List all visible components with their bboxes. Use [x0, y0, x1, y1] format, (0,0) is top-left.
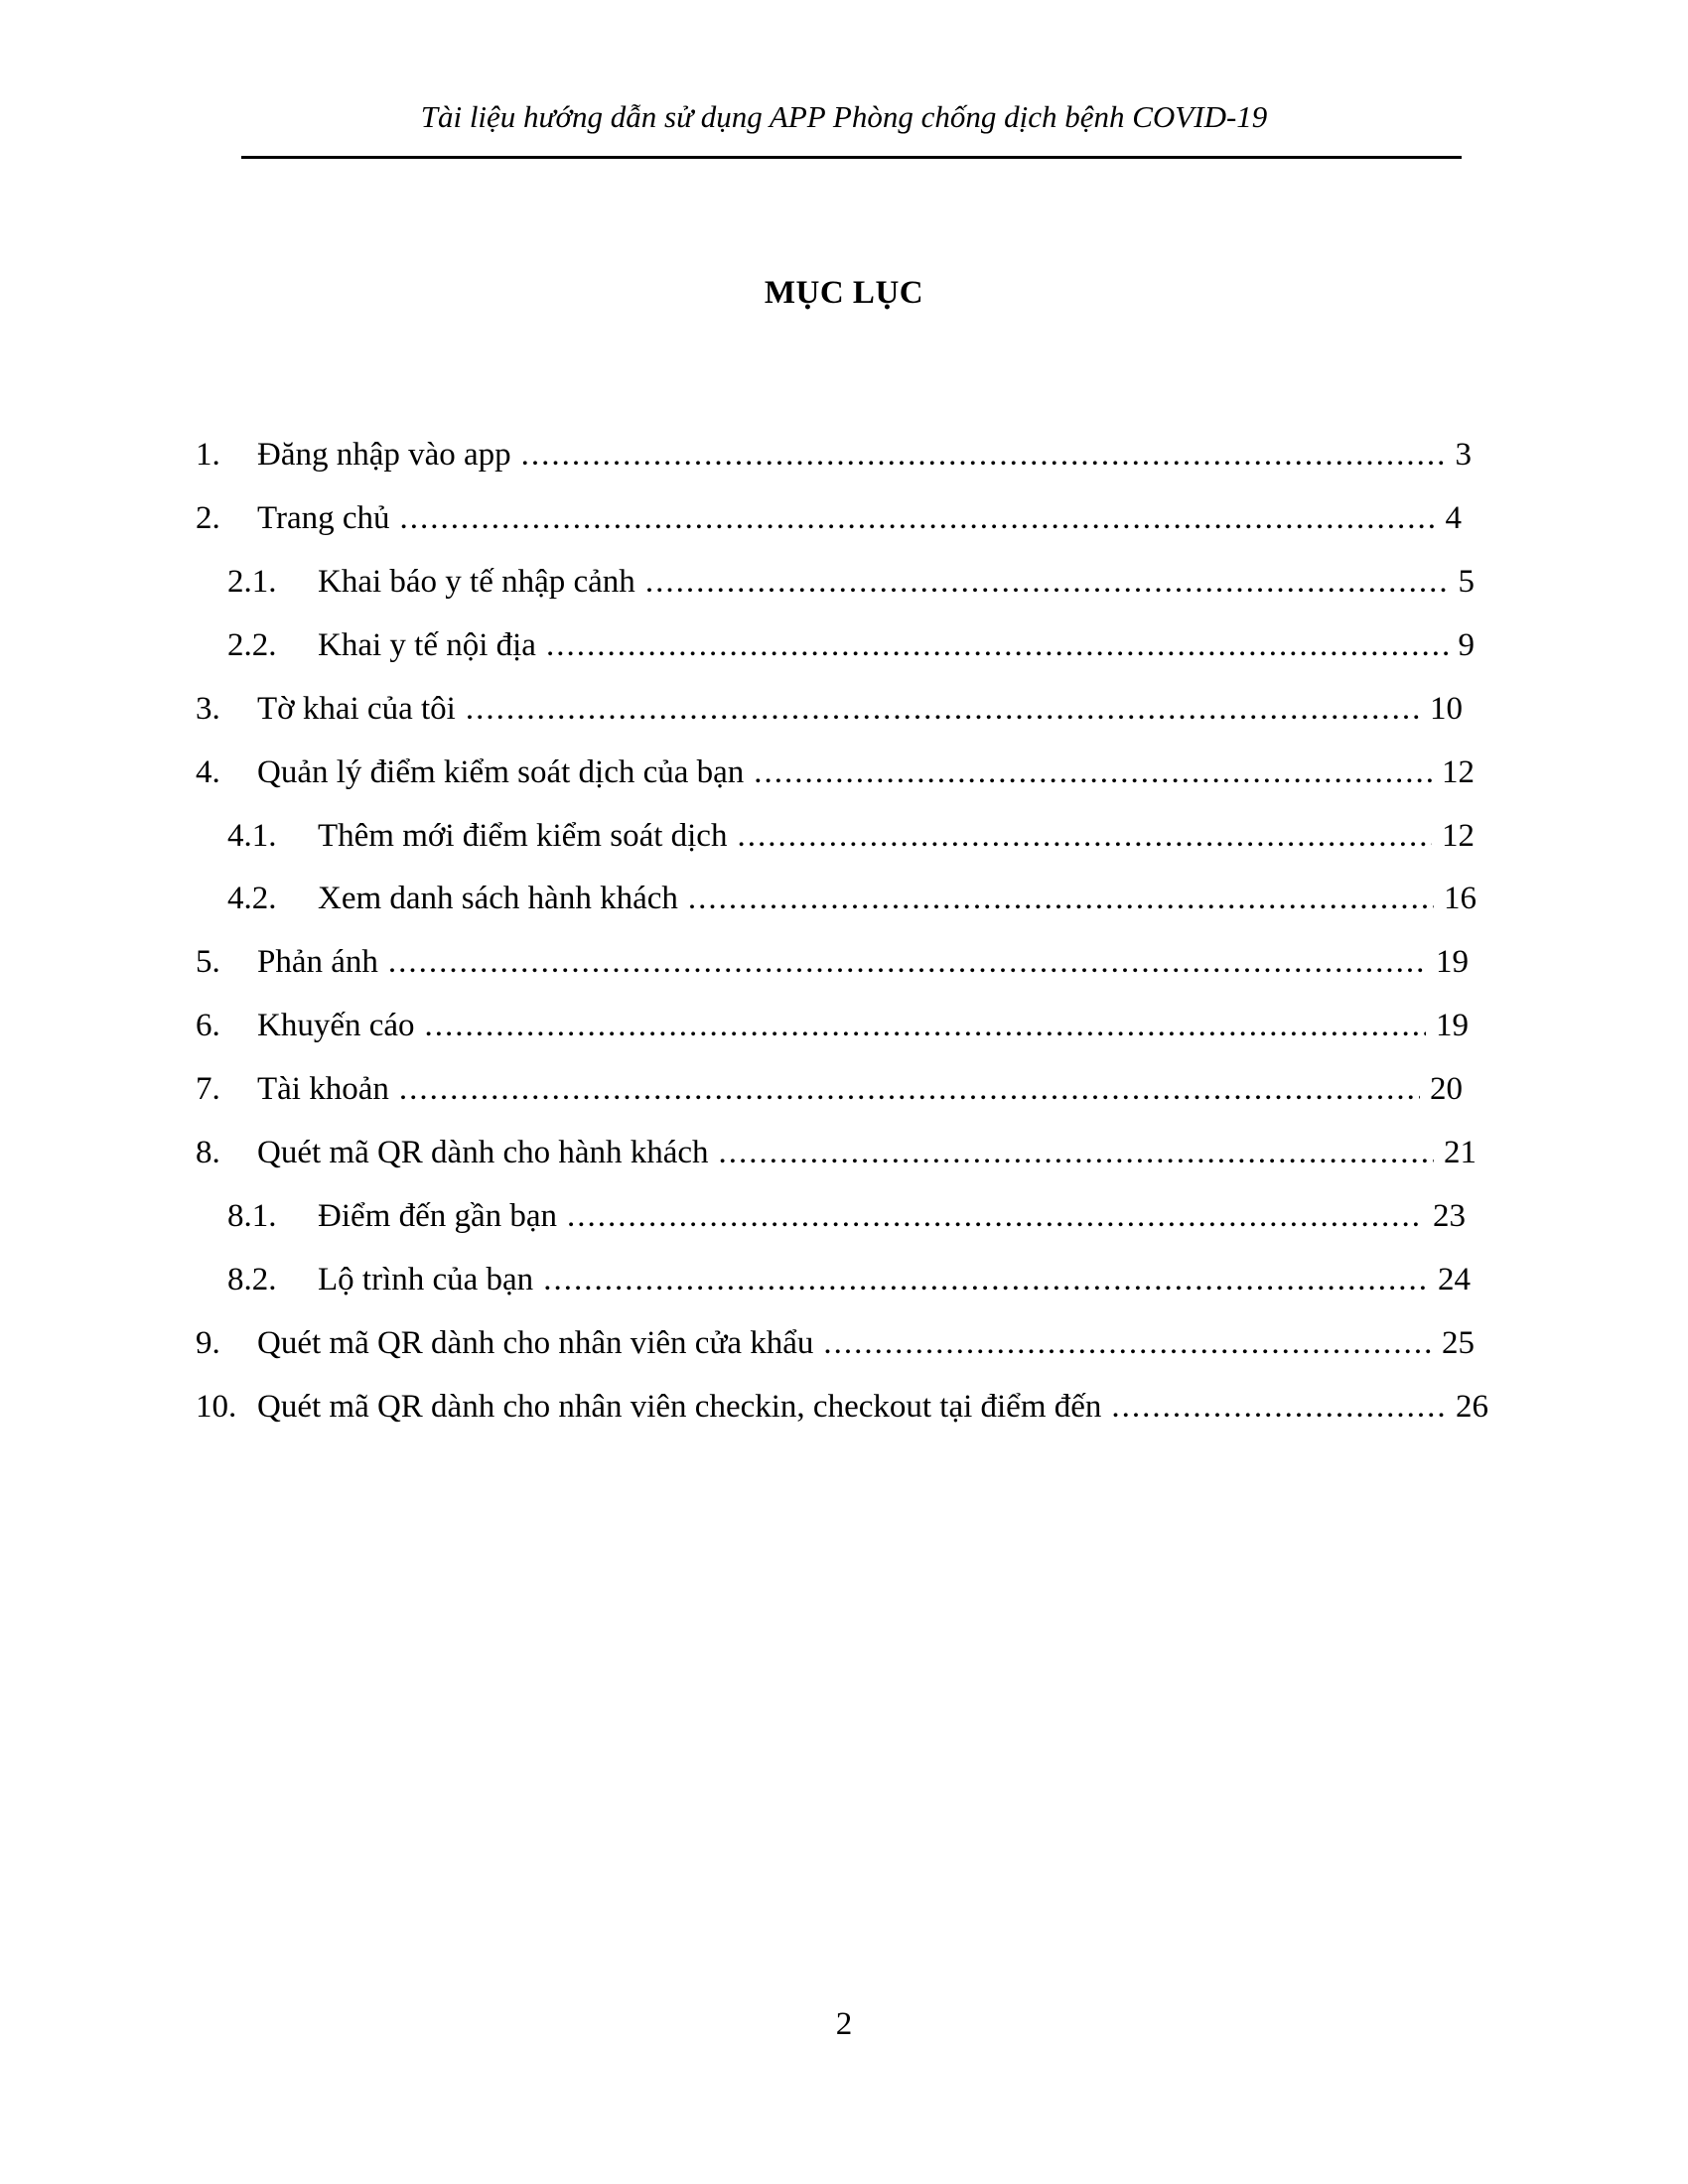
toc-entry-number: 2. [196, 500, 220, 536]
toc-entry-page: 16 [1444, 881, 1477, 916]
toc-entry[interactable] [227, 814, 1475, 858]
toc-entry-number: 7. [196, 1071, 220, 1107]
toc-entry-title: Quét mã QR dành cho hành khách [257, 1135, 709, 1170]
toc-dot-leader [823, 1321, 1432, 1365]
toc-entry-number: 8.1. [227, 1198, 277, 1234]
toc-entry-title: Xem danh sách hành khách [318, 881, 678, 916]
toc-entry-page: 19 [1436, 944, 1469, 980]
toc-entry-number: 4.1. [227, 818, 277, 854]
toc-entry-number: 10. [196, 1389, 237, 1425]
toc-entry-page: 10 [1430, 691, 1463, 727]
toc-entry-number: 5. [196, 944, 220, 980]
toc-entry-page: 20 [1430, 1071, 1463, 1107]
toc-dot-leader [645, 560, 1449, 604]
toc-entry[interactable] [196, 687, 1463, 731]
toc-entry-page: 26 [1456, 1389, 1488, 1425]
toc-entry-page: 23 [1433, 1198, 1466, 1234]
toc-entry-page: 5 [1458, 564, 1475, 600]
toc-entry[interactable] [227, 1194, 1466, 1238]
toc-entry-page: 4 [1445, 500, 1462, 536]
toc-entry-title: Quét mã QR dành cho nhân viên cửa khẩu [257, 1325, 814, 1361]
toc-entry[interactable] [196, 940, 1469, 984]
toc-entry-number: 8.2. [227, 1262, 277, 1297]
toc-dot-leader [400, 496, 1436, 540]
toc-dot-leader [543, 1258, 1428, 1301]
toc-dot-leader [466, 687, 1420, 731]
toc-dot-leader [567, 1194, 1423, 1238]
toc-entry[interactable] [227, 1258, 1471, 1301]
toc-entry[interactable] [196, 1067, 1463, 1111]
toc-entry-title: Trang chủ [257, 500, 390, 536]
toc-entry-page: 3 [1455, 437, 1472, 473]
toc-entry-title: Khai y tế nội địa [318, 627, 536, 663]
toc-entry[interactable] [227, 877, 1477, 920]
toc-entry-title: Tờ khai của tôi [257, 691, 456, 727]
toc-entry-title: Quản lý điểm kiểm soát dịch của bạn [257, 754, 745, 790]
toc-dot-leader [719, 1131, 1434, 1174]
toc-entry-number: 6. [196, 1008, 220, 1043]
toc-entry-page: 12 [1442, 818, 1475, 854]
toc-entry-number: 8. [196, 1135, 220, 1170]
toc-entry-title: Tài khoản [257, 1071, 389, 1107]
toc-entry-title: Khuyến cáo [257, 1008, 415, 1043]
toc-entry-page: 24 [1438, 1262, 1471, 1297]
toc-entry-title: Khai báo y tế nhập cảnh [318, 564, 635, 600]
toc-entry[interactable] [196, 751, 1475, 794]
toc-entry[interactable] [196, 433, 1472, 477]
toc-entry-number: 4.2. [227, 881, 277, 916]
toc-entry[interactable] [196, 1004, 1469, 1047]
toc-entry-number: 3. [196, 691, 220, 727]
toc-entry[interactable] [227, 560, 1475, 604]
toc-entry-number: 2.1. [227, 564, 277, 600]
toc-dot-leader [388, 940, 1426, 984]
toc-dot-leader [737, 814, 1432, 858]
toc-entry-number: 2.2. [227, 627, 277, 663]
toc-entry-title: Đăng nhập vào app [257, 437, 511, 473]
toc-entry-title: Phản ánh [257, 944, 378, 980]
toc-entry-title: Điểm đến gần bạn [318, 1198, 558, 1234]
toc-title: MỤC LỤC [764, 275, 924, 311]
toc-entry-title: Quét mã QR dành cho nhân viên checkin, checkout tại điểm đến [257, 1389, 1102, 1425]
toc-entry-number: 4. [196, 754, 220, 790]
toc-entry-page: 21 [1444, 1135, 1477, 1170]
toc-entry[interactable] [196, 1131, 1477, 1174]
toc-dot-leader [399, 1067, 1420, 1111]
toc-entry-page: 9 [1458, 627, 1475, 663]
toc-dot-leader [688, 877, 1434, 920]
running-header: Tài liệu hướng dẫn sử dụng APP Phòng chống dịch bệnh COVID-19 [420, 99, 1268, 134]
toc-dot-leader [1111, 1385, 1446, 1429]
toc-entry[interactable] [227, 623, 1475, 667]
toc-entry-title: Thêm mới điểm kiểm soát dịch [318, 818, 728, 854]
toc-entry-title: Lộ trình của bạn [318, 1262, 534, 1297]
toc-entry-number: 9. [196, 1325, 220, 1361]
toc-entry-number: 1. [196, 437, 220, 473]
toc-entry[interactable] [196, 1321, 1475, 1365]
toc-entry[interactable] [196, 496, 1462, 540]
toc-dot-leader [521, 433, 1446, 477]
toc-dot-leader [546, 623, 1449, 667]
toc-entry-page: 12 [1442, 754, 1475, 790]
page-number: 2 [835, 2006, 853, 2042]
toc-entry-page: 25 [1442, 1325, 1475, 1361]
toc-entry[interactable] [196, 1385, 1488, 1429]
toc-entry-page: 19 [1436, 1008, 1469, 1043]
toc-dot-leader [754, 751, 1432, 794]
toc-dot-leader [425, 1004, 1426, 1047]
